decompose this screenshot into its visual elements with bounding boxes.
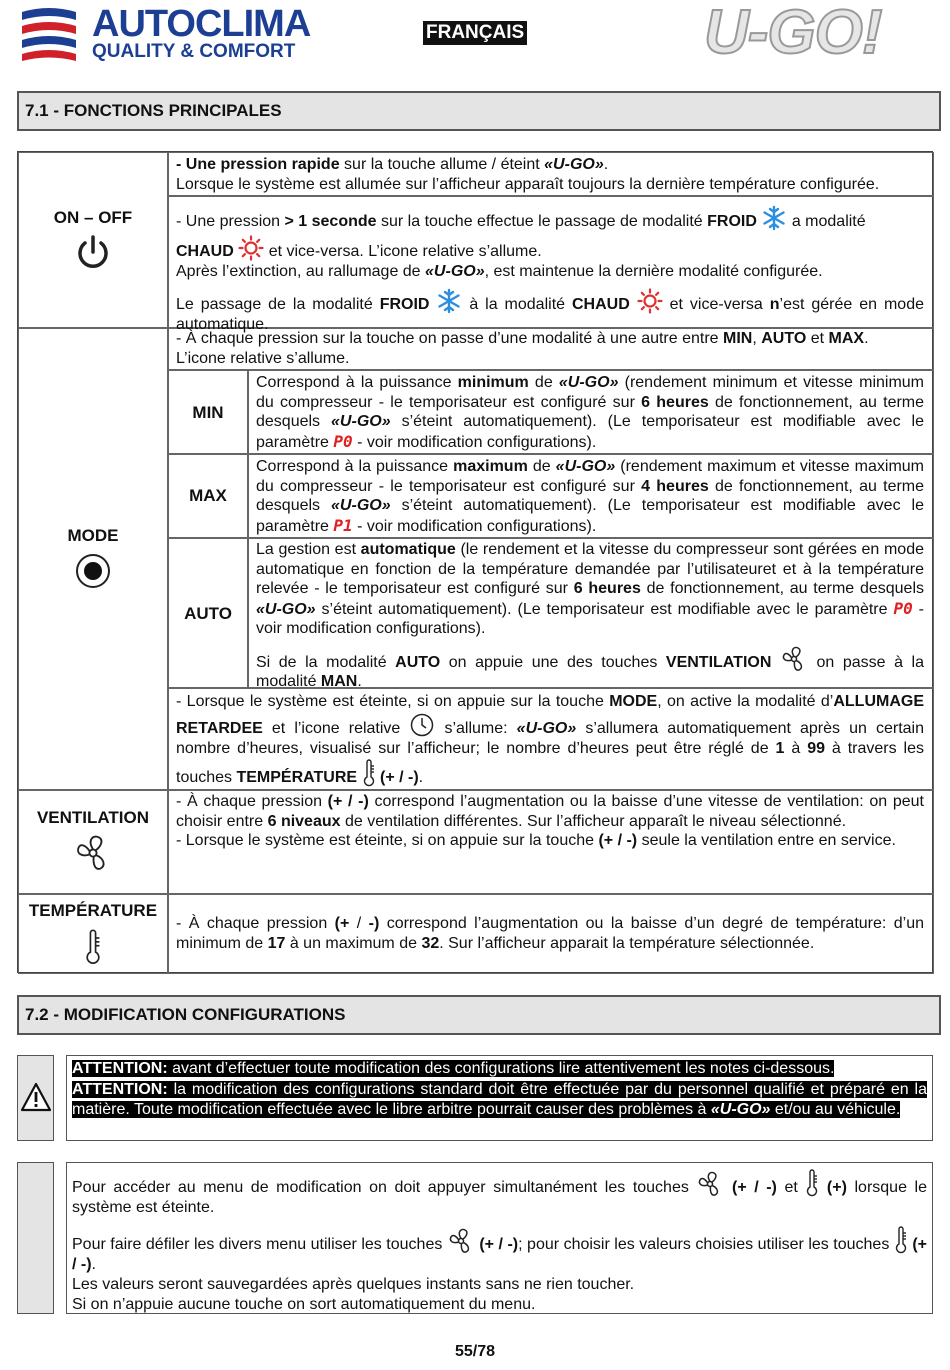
fan-icon bbox=[73, 834, 113, 877]
warning-text: ATTENTION: avant d’effectuer toute modification des configurations lire attentivement les notes ci-dessous. ATTENTION: la modification des configurations standard doit être effectuée par du personnel qualifié et préparé en la matière. Toute modification effectuée avec le libre arbitre pourrait causer des problèmes à «U-GO» et/ou au véhicule. bbox=[72, 1060, 927, 1118]
min-label: MIN bbox=[192, 403, 224, 422]
mode-label: MODE bbox=[67, 526, 119, 545]
product-logo: U-GO! bbox=[704, 0, 882, 67]
brand-logo-icon bbox=[18, 6, 80, 64]
snowflake-icon bbox=[436, 288, 462, 314]
section-title-7-2: 7.2 - MODIFICATION CONFIGURATIONS bbox=[17, 995, 941, 1035]
sun-icon bbox=[637, 288, 663, 314]
brand-tagline: QUALITY & COMFORT bbox=[92, 41, 296, 62]
auto-label: AUTO bbox=[184, 604, 232, 623]
config-text: Pour accéder au menu de modification on doit appuyer simultanément les touches (+ / -) et (+) lorsque le système est éteinte. Pour faire défiler les divers menu utiliser les touches (+ / -); pour choisir les valeurs choisies utiliser les touches (+ / -). Les valeurs seront sauvegardées après quelques instants sans ne rien toucher. Si on n’appuie aucune touche on sort automatiquement du menu. bbox=[72, 1169, 927, 1315]
warning-icon-cell bbox=[17, 1055, 54, 1141]
max-text: Correspond à la puissance maximum de «U-GO» (rendement maximum et vitesse maximum du compresseur - le temporisateur est configuré sur 4 heures de fonctionnement, au terme desquels «U-GO» s’éteint automatiquement). (Le temporisateur est modifiable avec le paramètre P1 - voir modification configurations). bbox=[256, 458, 925, 535]
clock-icon bbox=[409, 712, 435, 738]
onoff-label: ON – OFF bbox=[53, 208, 133, 227]
fan-icon bbox=[447, 1228, 475, 1254]
config-side-cell bbox=[17, 1162, 54, 1314]
temperature-label: TEMPÉRATURE bbox=[28, 901, 158, 920]
thermometer-icon bbox=[84, 928, 102, 971]
power-icon bbox=[76, 234, 110, 277]
ventilation-text: - À chaque pression (+ / -) correspond l’augmentation ou la baisse d’une vitesse de ventilation: on peut choisir entre 6 niveaux de ventilation différentes. Sur l’afficheur apparaît le niveau sélectionné. - Lorsque le système est éteinte, si on appuie sur la touche (+ / -) seule la ventilation entre en service. bbox=[176, 793, 925, 849]
param-p1: P1 bbox=[333, 515, 353, 535]
brand-name: AUTOCLIMA bbox=[92, 3, 311, 45]
fan-icon bbox=[696, 1171, 724, 1197]
snowflake-icon bbox=[761, 205, 787, 231]
mode-intro-text: - À chaque pression sur la touche on passe d’une modalité à une autre entre MIN, AUTO et MAX. L’icone relative s’allume. bbox=[176, 330, 869, 367]
language-label: FRANÇAIS bbox=[423, 21, 527, 45]
warning-icon bbox=[20, 1082, 52, 1112]
thermometer-icon bbox=[805, 1169, 819, 1197]
thermometer-icon bbox=[362, 759, 376, 787]
max-label: MAX bbox=[189, 486, 227, 505]
brand-logo bbox=[18, 6, 80, 64]
fan-icon bbox=[780, 646, 808, 672]
onoff-text-2: - Une pression > 1 seconde sur la touche effectue le passage de modalité FROID a modalité CHAUD et vice-versa. L’icone relative s’allume. Après l’extinction, au rallumage de «U-GO», est maintenue la dernière modalité configurée. Le passage de la modalité FROID à la modalité CHAUD et vice-versa n’est gérée en mode automatique. bbox=[176, 205, 924, 335]
param-p0: P0 bbox=[333, 431, 353, 451]
ventilation-label: VENTILATION bbox=[36, 808, 150, 827]
section-title-7-1: 7.1 - FONCTIONS PRINCIPALES bbox=[17, 91, 941, 131]
temperature-text: - À chaque pression (+ / -) correspond l’augmentation ou la baisse d’un degré de température: d’un minimum de 17 à un maximum de 32. Sur l’afficheur apparait la température sélectionnée. bbox=[176, 915, 925, 952]
sun-icon bbox=[238, 235, 264, 261]
auto-text: La gestion est automatique (le rendement et la vitesse du compresseur sont gérées en mode automatique en fonction de la température demandée par l’utilisateuret et à la température relevée - le temporisateur est configuré sur 6 heures de fonctionnement, au terme desquels «U-GO» s’éteint automatiquement). (Le temporisateur est modifiable avec le paramètre P0 - voir modification configurations). Si de la modalité AUTO on appuie une des touches VENTILATION on passe à la modalité MAN. bbox=[256, 541, 925, 690]
min-text: Correspond à la puissance minimum de «U-GO» (rendement minimum et vitesse minimum du compresseur - le temporisateur est configuré sur 6 heures de fonctionnement, au terme desquels «U-GO» s’éteint automatiquement). (Le temporisateur est modifiable avec le paramètre P0 - voir modification configurations). bbox=[256, 374, 925, 451]
functions-table bbox=[17, 151, 933, 973]
delay-text: - Lorsque le système est éteinte, si on appuie sur la touche MODE, on active la modalité d’ALLUMAGE RETARDEE et l’icone relative s’allume: «U-GO» s’allumera automatiquement après un certain nombre d’heures, visualisé sur l’afficheur; le nombre d’heures peut être réglé de 1 à 99 à travers les touches TEMPÉRATURE (+ / -). bbox=[176, 693, 925, 786]
warning-box bbox=[66, 1055, 933, 1141]
page-number: 55/78 bbox=[454, 1343, 496, 1360]
mode-button-icon bbox=[74, 552, 112, 595]
param-p0: P0 bbox=[893, 598, 913, 618]
thermometer-icon bbox=[894, 1226, 908, 1254]
config-box bbox=[66, 1162, 933, 1314]
onoff-text-1: - Une pression rapide sur la touche allume / éteint «U-GO». Lorsque le système est allumée sur l’afficheur apparaît toujours la dernière température configurée. bbox=[176, 156, 880, 193]
